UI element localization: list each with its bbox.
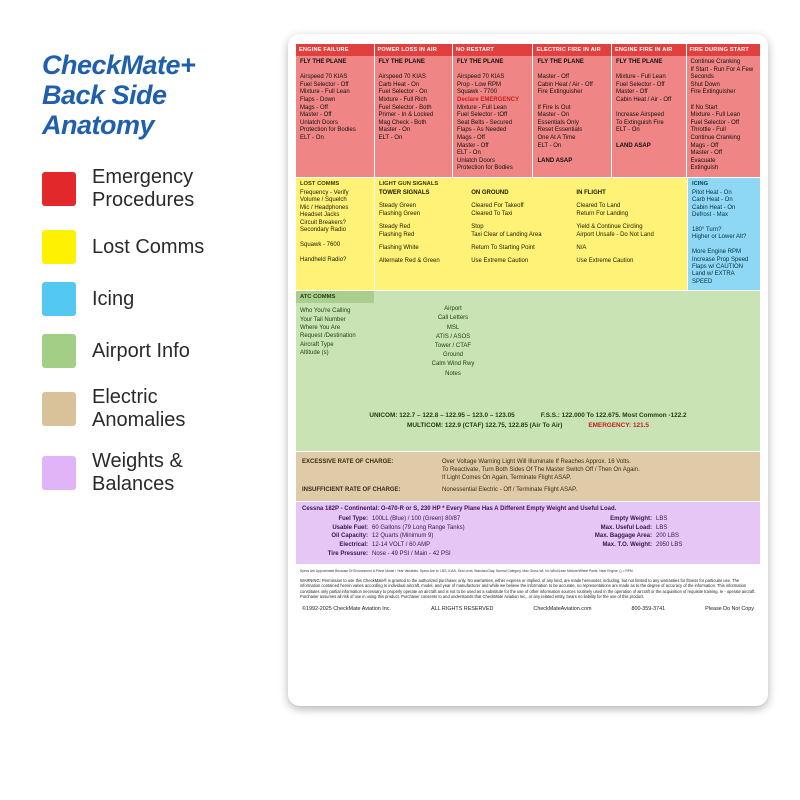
legend-item <box>42 166 282 212</box>
emergency-step: Primer - In & Locked <box>378 112 434 119</box>
emergency-step: Squawk - 7700 <box>457 89 498 96</box>
frequency-left: UNICOM: 122.7 – 122.8 – 122.95 – 123.0 – 123.05 <box>369 412 515 420</box>
weights-left-label: Tire Pressure: <box>327 550 368 557</box>
legend-items <box>42 166 282 496</box>
emergency-step: Fuel Selector - Off <box>690 119 740 126</box>
legend-item-label: Weights & Balances <box>92 450 183 495</box>
legend-panel <box>42 50 282 514</box>
emergency-step: Flaps - Down <box>300 96 336 103</box>
emergency-step: Flaps - As Needed <box>457 127 507 134</box>
card-inner <box>296 44 760 612</box>
lost-comms-step: Headset Jacks <box>300 212 340 219</box>
light-gun-cell: Yield & Continue Circling Airport Unsafe - Do Not Land <box>576 224 654 238</box>
emergency-step: Cabin Heat / Air - Off <box>537 81 593 88</box>
atc-airport-info <box>408 305 498 379</box>
emergency-step: Declare EMERGENCY <box>457 96 520 103</box>
legend-color-swatch <box>42 334 76 368</box>
frequencies-block <box>296 411 760 431</box>
atc-script-line: Altitude (s) <box>300 350 329 357</box>
emergency-step: Mag Check - Both <box>378 119 427 126</box>
emergency-step: FLY THE PLANE <box>378 59 425 65</box>
emergency-column-title: NO RESTART <box>453 44 532 56</box>
emergency-step: Airspeed 70 KIAS <box>457 74 505 81</box>
checklist-card <box>288 34 768 706</box>
emergency-procedures-band <box>296 44 760 177</box>
lost-comms-step: Secondary Radio <box>300 226 347 233</box>
atc-info-line: Airport <box>444 306 462 313</box>
emergency-step: Master - Off <box>537 74 570 81</box>
emergency-step: Mixture - Full Lean <box>457 104 507 111</box>
atc-script-line: Aircraft Type <box>300 341 334 348</box>
frequency-row <box>296 421 760 431</box>
weights-left-value: 100LL (Blue) / 100 (Green) 80/87 <box>372 516 461 523</box>
emergency-step: Extinguish <box>690 165 719 172</box>
legend-item <box>42 230 282 264</box>
legend-item <box>42 282 282 316</box>
emergency-step: Reset Essentials <box>537 127 583 134</box>
footer-rights: ALL RIGHTS RESERVED <box>431 606 494 613</box>
weights-right-label: Max. Baggage Area: <box>594 533 652 540</box>
emergency-step: Mixture - Full Lean <box>615 74 666 81</box>
weights-right-value: 200 LBS <box>656 533 680 540</box>
legend-item-label: Lost Comms <box>92 235 205 258</box>
legend-item <box>42 450 282 496</box>
emergency-step: FLY THE PLANE <box>300 59 347 65</box>
atc-info-line: Calm Wind Rwy <box>431 361 475 368</box>
emergency-step: LAND ASAP <box>615 142 651 149</box>
weights-row <box>302 532 754 541</box>
emergency-step <box>616 135 682 143</box>
electric-anomaly-value: Nonessential Electric - Off / Terminate Flight ASAP. <box>442 487 578 494</box>
weights-left-value: 60 Gallons (79 Long Range Tanks) <box>372 524 465 531</box>
emergency-step <box>537 97 607 105</box>
emergency-column-body <box>375 56 453 147</box>
icing-step: Defrost - Max <box>692 212 729 219</box>
electric-anomaly-row <box>296 484 760 496</box>
emergency-step: To Extinguish Fire <box>615 119 664 126</box>
footer-site: CheckMateAviation.com <box>533 606 592 613</box>
weights-left-value: 12-14 VOLT / 60 AMP <box>372 541 431 548</box>
weights-right-value: 2950 LBS <box>656 541 683 548</box>
icing-body <box>688 190 760 290</box>
emergency-column <box>375 44 453 177</box>
legend-title-line-3: Anatomy <box>42 110 155 140</box>
light-gun-header-cell: IN FLIGHT <box>576 189 606 196</box>
light-gun-cell: Cleared To Land Return For Landing <box>576 203 629 217</box>
light-gun-cell: Steady Green Flashing Green <box>379 203 421 217</box>
weights-rows <box>302 515 754 558</box>
emergency-column-title: POWER LOSS IN AIR <box>375 44 453 56</box>
emergency-step: Unlatch Doors <box>300 119 339 126</box>
lost-comms-section <box>296 178 374 290</box>
emergency-column-body <box>687 56 761 177</box>
atc-call-script <box>300 307 356 357</box>
legend-item-label: Airport Info <box>92 339 190 362</box>
emergency-column-title: ENGINE FAILURE <box>296 44 374 56</box>
atc-script-line: Your Tail Number <box>300 316 346 323</box>
weights-row <box>302 524 754 533</box>
emergency-step: ELT - On <box>615 127 640 134</box>
legend-item <box>42 386 282 432</box>
emergency-step: ELT - On <box>300 134 324 141</box>
light-gun-row <box>375 244 687 257</box>
emergency-step <box>379 67 449 75</box>
light-gun-header-row <box>375 190 687 202</box>
light-gun-cell: Cleared For Takeoff Cleared To Taxi <box>471 203 524 217</box>
atc-info-line: Tower / CTAF <box>434 343 472 349</box>
atc-script-line: Request /Destination <box>300 333 356 340</box>
emergency-column <box>453 44 532 177</box>
legend-color-swatch <box>42 172 76 206</box>
atc-info-line: MSL <box>446 324 460 331</box>
icing-step: Pitot Heat - On <box>692 189 732 196</box>
weights-left-label: Usable Fuel: <box>332 524 368 531</box>
emergency-step: Protection for Bodies <box>457 165 513 172</box>
emergency-step: Seconds <box>690 74 714 81</box>
icing-step: Increase Prop Speed <box>692 256 749 263</box>
lost-comms-step: Handheld Radio? <box>300 256 347 263</box>
emergency-step: LAND ASAP <box>537 157 573 164</box>
emergency-step <box>457 67 528 75</box>
lost-comms-step: Circuit Breakers? <box>300 219 347 226</box>
weights-left-value: Nose - 49 PSI / Main - 42 PSI <box>372 550 451 557</box>
electric-anomalies-band <box>296 452 760 501</box>
light-gun-cell: Alternate Red & Green <box>379 258 440 265</box>
legend-title-line-2: Back Side <box>42 80 167 110</box>
light-gun-cell: Use Extreme Caution <box>471 258 529 265</box>
lost-comms-step: Squawk - 7600 <box>300 241 341 248</box>
lost-comms-step: Mic / Headphones <box>300 204 349 211</box>
emergency-step: Master - Off <box>300 112 332 119</box>
frequency-row <box>296 411 760 421</box>
emergency-step: Master - On <box>378 127 411 134</box>
emergency-step: Airspeed 70 KIAS <box>300 74 348 81</box>
weights-right-label: Max. Useful Load: <box>600 524 652 531</box>
emergency-step: Throttle - Full <box>690 127 726 134</box>
light-gun-cell: Flashing White <box>379 244 419 251</box>
light-gun-row <box>375 223 687 244</box>
emergency-step <box>616 105 682 113</box>
emergency-step: If Start - Run For A Few <box>690 66 754 73</box>
light-gun-cell: Return To Starting Point <box>471 244 535 251</box>
emergency-step: Increase Airspeed <box>615 112 665 119</box>
emergency-step: ELT - On <box>537 142 562 149</box>
emergency-step: ELT - On <box>457 150 481 157</box>
weights-row <box>302 541 754 550</box>
emergency-step: One At A Time <box>537 134 576 141</box>
emergency-step: Unlatch Doors <box>457 157 496 164</box>
emergency-column <box>687 44 761 177</box>
icing-step: Carb Heat - On <box>692 197 733 204</box>
emergency-step: Fire Extinguisher <box>690 89 736 96</box>
emergency-step: FLY THE PLANE <box>537 59 584 65</box>
emergency-step <box>691 97 757 105</box>
light-gun-header-cell: TOWER SIGNALS <box>379 189 430 196</box>
emergency-step: Mixture - Full Lean <box>690 112 741 119</box>
electric-anomaly-label: INSUFFICIENT RATE OF CHARGE: <box>302 487 401 494</box>
icing-step: Cabin Heat - On <box>692 204 736 211</box>
weights-right-value <box>656 550 716 559</box>
emergency-column <box>612 44 686 177</box>
icing-step <box>692 242 756 249</box>
icing-step: Flaps w/ CAUTION <box>692 263 744 270</box>
emergency-column-body <box>533 56 611 169</box>
emergency-column-title: FIRE DURING START <box>687 44 761 56</box>
light-gun-row <box>375 257 687 270</box>
legend-item-label: Emergency Procedures <box>92 166 195 211</box>
atc-info-line: ATIS / ASOS <box>435 333 471 340</box>
weights-balances-band <box>296 502 760 564</box>
icing-title: ICING <box>692 180 709 187</box>
weights-right-label: Max. T.O. Weight: <box>602 541 652 548</box>
card-footer <box>296 606 760 612</box>
weights-left-label: Fuel Type: <box>338 516 368 523</box>
light-gun-table <box>375 190 687 271</box>
emergency-step: Mags - Off <box>300 104 328 111</box>
emergency-step: If Fire Is Out <box>537 104 571 111</box>
emergency-step: Mags - Off <box>690 142 719 149</box>
light-gun-row <box>375 202 687 223</box>
light-gun-cell: N/A <box>576 244 587 251</box>
emergency-step: Master - Off <box>457 142 489 149</box>
emergency-step: Shut Down <box>690 81 720 88</box>
emergency-step: Airspeed 70 KIAS <box>378 74 426 81</box>
emergency-column <box>296 44 374 177</box>
icing-step: Higher or Lower Alt? <box>692 234 747 241</box>
light-gun-signals-section <box>375 178 687 290</box>
emergency-step <box>300 67 370 75</box>
light-gun-title: LIGHT GUN SIGNALS <box>379 180 439 187</box>
weights-right-label <box>522 550 656 559</box>
frequency-right: F.S.S.: 122.000 To 122.675. Most Common -122.2 <box>540 412 687 420</box>
lost-comms-step: Frequency - Verify <box>300 189 349 196</box>
emergency-step: Evacuate <box>690 157 716 164</box>
icing-step <box>692 220 756 227</box>
emergency-step: Master - On <box>537 112 570 119</box>
light-gun-cell: Steady Red Flashing Red <box>379 224 415 238</box>
electric-anomaly-value: Over Voltage Warning Light Will Illuminate If Reaches Approx. 16 Volts. To Reactivate, Turn Both Sides Of The Master Switch Off / Then On Again. If Light Comes On Again, Terminate Flight ASAP. <box>442 459 640 482</box>
emergency-step: Master - Off <box>690 150 723 157</box>
emergency-step: Cabin Heat / Air - Off <box>615 96 672 103</box>
weights-left-value: 12 Quarts (Minimum 9) <box>372 533 434 540</box>
weights-right-value: LBS <box>656 516 668 523</box>
emergency-step: Fuel Selector - tOff <box>457 112 508 119</box>
emergency-column-title: ELECTRIC FIRE IN AIR <box>533 44 611 56</box>
icing-step: More Engine RPM <box>692 249 742 256</box>
emergency-step: Fuel Selector - Off <box>300 81 349 88</box>
legend-item <box>42 334 282 368</box>
legend-title-line-1: CheckMate+ <box>42 50 196 80</box>
legend-color-swatch <box>42 392 76 426</box>
atc-info-line: Ground <box>442 352 463 359</box>
electric-anomaly-label: EXCESSIVE RATE OF CHARGE: <box>302 459 394 466</box>
weights-left-label: Electrical: <box>339 541 368 548</box>
light-gun-cell: Use Extreme Caution <box>576 258 634 265</box>
emergency-step: Mixture - Full Lean <box>300 89 350 96</box>
emergency-step: If No Start <box>690 104 718 111</box>
emergency-column-title: ENGINE FIRE IN AIR <box>612 44 686 56</box>
electric-anomaly-row <box>296 456 760 484</box>
atc-info-line: Notes <box>445 370 461 377</box>
warning-text: WARNING: Permission to use this CheckMate® is granted to the authorized purchaser only. No warranties, either express or implied, of any kind, are made hereunder, including, but not limited to any warranties for fitness for particular use. The information contained herein varies according to individual aircraft, model, and year of manufacturer and while we believe the information to be accurate, no representations are made as to the degree of accuracy of the information. This information constitutes only partial information necessary to properly operate an aircraft and is not to be used as a substitute for the use of other information sources routinely used in the operation of aircraft or the acquisition of requisite training. Ie - operate aircraft. Purchaser assumes all risk of use in using this product. Purchaser consents to and understands that CheckMate Aviation Inc., or any related entity, bears no liability for the use of this product. <box>300 577 756 599</box>
weights-right-value: LBS <box>656 524 668 531</box>
icing-step: 180° Turn? <box>692 226 722 233</box>
legend-item-label: Electric Anomalies <box>92 386 186 431</box>
emergency-step: Protection for Bodies <box>300 127 356 134</box>
weights-row <box>302 550 754 559</box>
icing-section <box>688 178 760 290</box>
emergency-step: Seat Belts - Secured <box>457 119 513 126</box>
fineprint-text: Specs Are Approximate Because Of Environment & Plane Model / Year Variables. Specs Are In: LBS. KIAS, Sea Level, Standard Day, Normal Category, Max Gross Wt, No Wind/Lean Mixture/Wheel Pants, Near Engine. () = RPM. <box>300 569 634 574</box>
emergency-step: ELT - On <box>378 134 403 141</box>
lost-comms-body <box>296 190 374 268</box>
emergency-step: FLY THE PLANE <box>615 59 663 65</box>
atc-script-line: Who You're Calling <box>300 308 351 315</box>
light-gun-header-cell: ON GROUND <box>471 189 509 196</box>
legend-color-swatch <box>42 456 76 490</box>
atc-info-line: Call Letters <box>437 315 469 322</box>
footer-phone: 800-359-3741 <box>631 606 666 613</box>
emergency-step <box>616 67 682 75</box>
emergency-column-body <box>453 56 532 177</box>
legend-color-swatch <box>42 230 76 264</box>
emergency-step <box>537 67 607 75</box>
emergency-step: Fuel Selector - Off <box>615 81 665 88</box>
legend-color-swatch <box>42 282 76 316</box>
atc-comms-title: ATC COMMS <box>296 291 374 303</box>
emergency-column-body <box>296 56 374 147</box>
frequency-right: EMERGENCY: 121.5 <box>588 422 649 430</box>
light-gun-cell: Stop Taxi Clear of Landing Area <box>471 224 542 238</box>
lost-comms-step: Volume / Squelch <box>300 197 347 204</box>
emergency-step: Fuel Selector - Both <box>378 104 432 111</box>
emergency-column-body <box>612 56 686 154</box>
legend-item-label: Icing <box>92 287 135 310</box>
emergency-step <box>537 150 607 158</box>
atc-comms-band <box>296 291 760 451</box>
emergency-step: Mags - Off <box>457 134 485 141</box>
emergency-step: Fuel Selector - On <box>378 89 428 96</box>
emergency-column <box>533 44 611 177</box>
emergency-step: FLY THE PLANE <box>457 59 504 65</box>
footer-copyright: ©1992-2025 CheckMate Aviation Inc. <box>302 606 391 613</box>
lost-comms-step <box>300 249 370 256</box>
emergency-step: Carb Heat - On <box>378 81 420 88</box>
weights-left-label: Oil Capacity: <box>331 533 368 540</box>
lost-comms-step <box>300 234 370 241</box>
lost-comms-title: LOST COMMS <box>300 180 340 187</box>
weights-row <box>302 515 754 524</box>
frequency-left: MULTICOM: 122.9 (CTAF) 122.75, 122.85 (Air To Air) <box>407 422 563 430</box>
emergency-step: Mixture - Full Rich <box>378 96 427 103</box>
emergency-step: Essentials Only <box>537 119 579 126</box>
icing-step: Land w/ EXTRA SPEED <box>692 271 735 285</box>
weights-right-label: Empty Weight: <box>610 516 652 523</box>
comms-icing-band <box>296 178 760 290</box>
footer-notice: Please Do Not Copy <box>705 606 754 613</box>
emergency-step: Continue Cranking <box>690 59 741 65</box>
atc-script-line: Where You Are <box>300 325 341 331</box>
aircraft-spec-title: Cessna 182P - Continental: O-470-R or S, 230 HP * Every Plane Has A Different Empty Weight and Useful Load. <box>302 506 617 513</box>
legend-title <box>42 50 282 140</box>
emergency-step: Prop - Low RPM <box>457 81 502 88</box>
emergency-step: Continue Cranking <box>690 134 741 141</box>
emergency-step: Master - Off <box>615 89 648 96</box>
emergency-step: Fire Extinguisher <box>537 89 583 96</box>
